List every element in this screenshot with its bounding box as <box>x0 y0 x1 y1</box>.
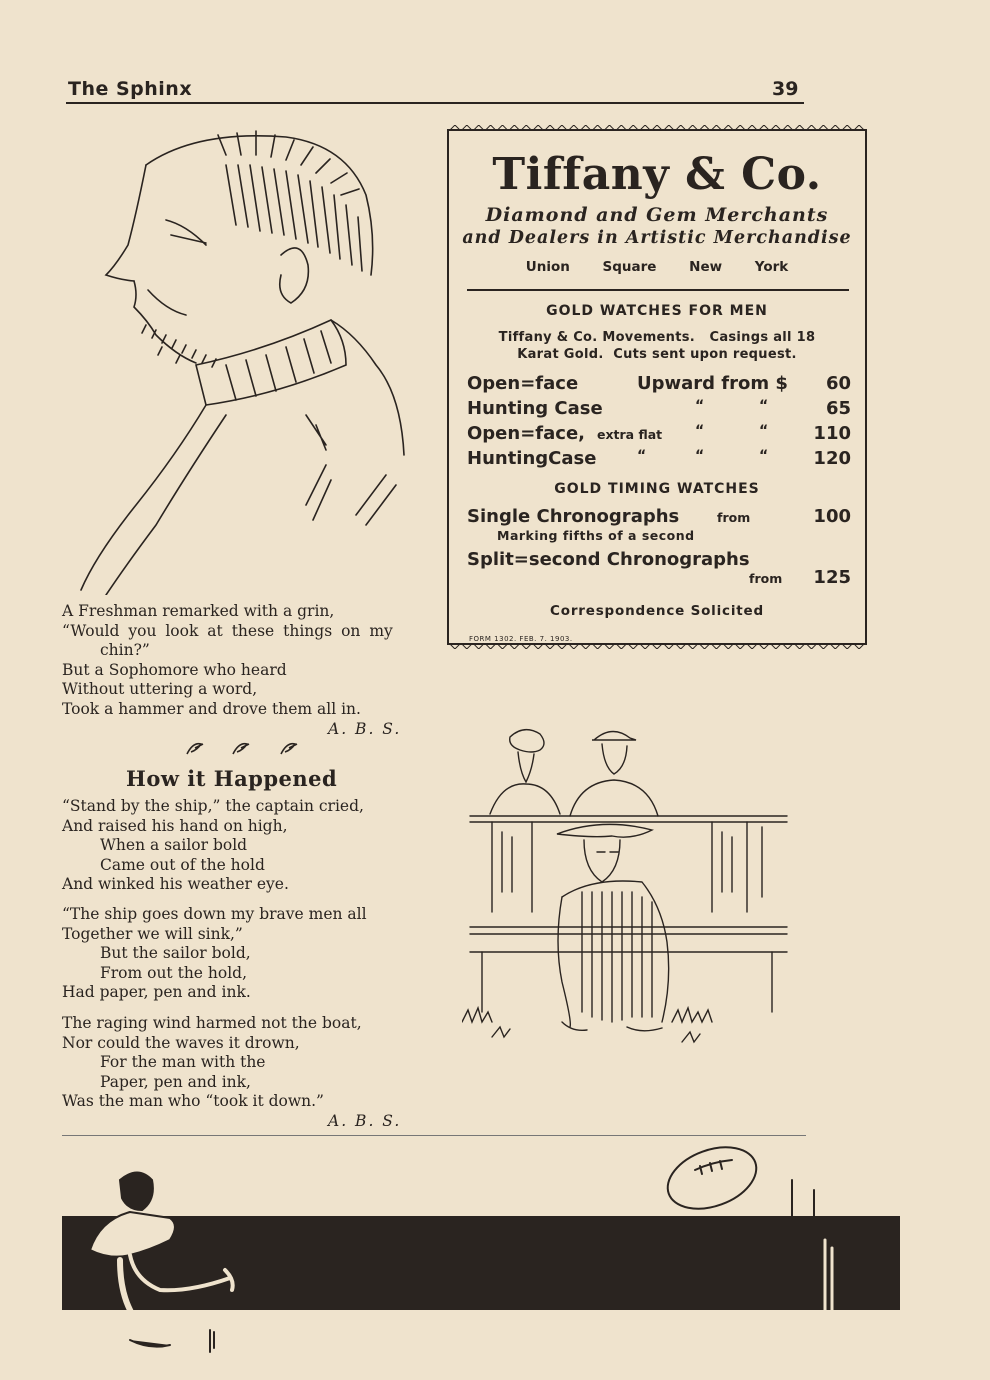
poem-line: But a Sophomore who heard <box>62 660 287 679</box>
price-item-price: 100 <box>813 506 851 527</box>
price-item-price: 120 <box>813 448 851 469</box>
poem-line: Together we will sink,” <box>62 924 243 943</box>
price-item-note: extra flat <box>597 427 663 442</box>
ornament-divider-icon <box>185 738 305 758</box>
price-item-price: 65 <box>825 398 851 419</box>
poem-line: A Freshman remarked with a grin, <box>62 602 335 620</box>
poem-line: chin?” <box>100 641 150 660</box>
poem-line: The raging wind harmed not the boat, <box>62 1014 362 1032</box>
ad-tagline-2: and Dealers in Artistic Merchandise <box>462 228 852 248</box>
price-item-price: 60 <box>825 373 851 394</box>
price-item-from: from <box>749 571 783 586</box>
ditto-mark: “ <box>695 448 705 464</box>
ad-address <box>449 259 865 275</box>
poem-stanza-1 <box>62 797 364 895</box>
ad-form-note: FORM 1302. FEB. 7. 1903. <box>469 635 573 643</box>
poem-line: Was the man who “took it down.” <box>62 1092 324 1111</box>
poem-line: And raised his hand on high, <box>62 816 288 835</box>
poem-line: Came out of the hold <box>100 855 265 874</box>
poem-line: “Stand by the ship,” the captain cried, <box>62 797 364 815</box>
price-item-label: Upward from $ <box>637 373 788 394</box>
ditto-mark: “ <box>759 398 769 414</box>
ditto-mark: “ <box>759 423 769 439</box>
poem-line: For the man with the <box>100 1053 266 1072</box>
price-row <box>467 398 851 423</box>
poem-freshman <box>62 602 393 720</box>
price-row <box>467 448 851 473</box>
ad-divider <box>467 289 849 291</box>
ad-address-2: New York <box>689 259 789 275</box>
ad-section-heading-timing-watches: GOLD TIMING WATCHES <box>554 481 760 497</box>
price-item-name: Split=second Chronographs <box>467 549 750 570</box>
price-item-name: Open=face, <box>467 423 585 444</box>
poem-line: When a sailor bold <box>100 836 248 855</box>
chronograph-price-row <box>467 567 851 592</box>
page-number: 39 <box>772 78 799 100</box>
football-player-kicking-illustration <box>60 1140 920 1370</box>
decorative-border-bottom <box>449 643 865 649</box>
ad-tagline-1: Diamond and Gem Merchants <box>485 204 829 226</box>
ad-description-line-1: Tiffany & Co. Movements. Casings all 18 <box>498 330 816 345</box>
decorative-border-top <box>449 125 865 131</box>
poem-line: “The ship goes down my brave men all <box>62 905 367 923</box>
tiffany-advertisement <box>447 129 867 645</box>
chronograph-subnote: Marking fifths of a second <box>497 528 695 543</box>
poem-line: From out the hold, <box>100 963 248 982</box>
ad-section-heading-gold-watches: GOLD WATCHES FOR MEN <box>546 303 768 319</box>
ad-description <box>449 329 865 363</box>
price-item-name: Open=face <box>467 373 579 394</box>
poem-line: Without uttering a word, <box>62 680 258 699</box>
running-header-title: The Sphinx <box>68 78 193 100</box>
price-item-price: 125 <box>813 567 851 588</box>
poem-line: Took a hammer and drove them all in. <box>62 699 361 718</box>
ditto-mark: “ <box>637 448 647 464</box>
poem-line: And winked his weather eye. <box>62 875 289 894</box>
ad-description-line-2: Karat Gold. Cuts sent upon request. <box>517 347 797 362</box>
poem-title: How it Happened <box>126 766 338 791</box>
ditto-mark: “ <box>695 398 705 414</box>
poem-signature: A. B. S. <box>328 1112 402 1130</box>
ad-company-name: Tiffany & Co. <box>492 149 822 200</box>
price-item-name: Single Chronographs <box>467 506 680 527</box>
price-item-name: HuntingCase <box>467 448 597 469</box>
price-row <box>467 423 851 448</box>
poem-line: But the sailor bold, <box>100 944 251 963</box>
section-divider <box>62 1135 806 1136</box>
price-item-price: 110 <box>813 423 851 444</box>
profile-sketch-illustration <box>76 125 406 595</box>
ditto-mark: “ <box>695 423 705 439</box>
poem-line: “Would you look at these things on my <box>62 621 393 640</box>
poem-line: Had paper, pen and ink. <box>62 983 251 1002</box>
ditto-mark: “ <box>759 448 769 464</box>
ad-correspondence: Correspondence Solicited <box>550 603 764 619</box>
poem-line: Nor could the waves it drown, <box>62 1033 300 1052</box>
price-item-from: from <box>717 510 751 525</box>
poem-line: Paper, pen and ink, <box>100 1072 251 1091</box>
price-item-name: Hunting Case <box>467 398 603 419</box>
bench-spectators-illustration <box>462 722 797 1072</box>
poem-stanza-3 <box>62 1014 362 1112</box>
ad-address-1: Union Square <box>525 259 657 275</box>
poem-signature: A. B. S. <box>328 720 402 738</box>
poem-stanza-2 <box>62 905 367 1003</box>
price-row <box>467 373 851 398</box>
header-rule <box>66 102 804 104</box>
